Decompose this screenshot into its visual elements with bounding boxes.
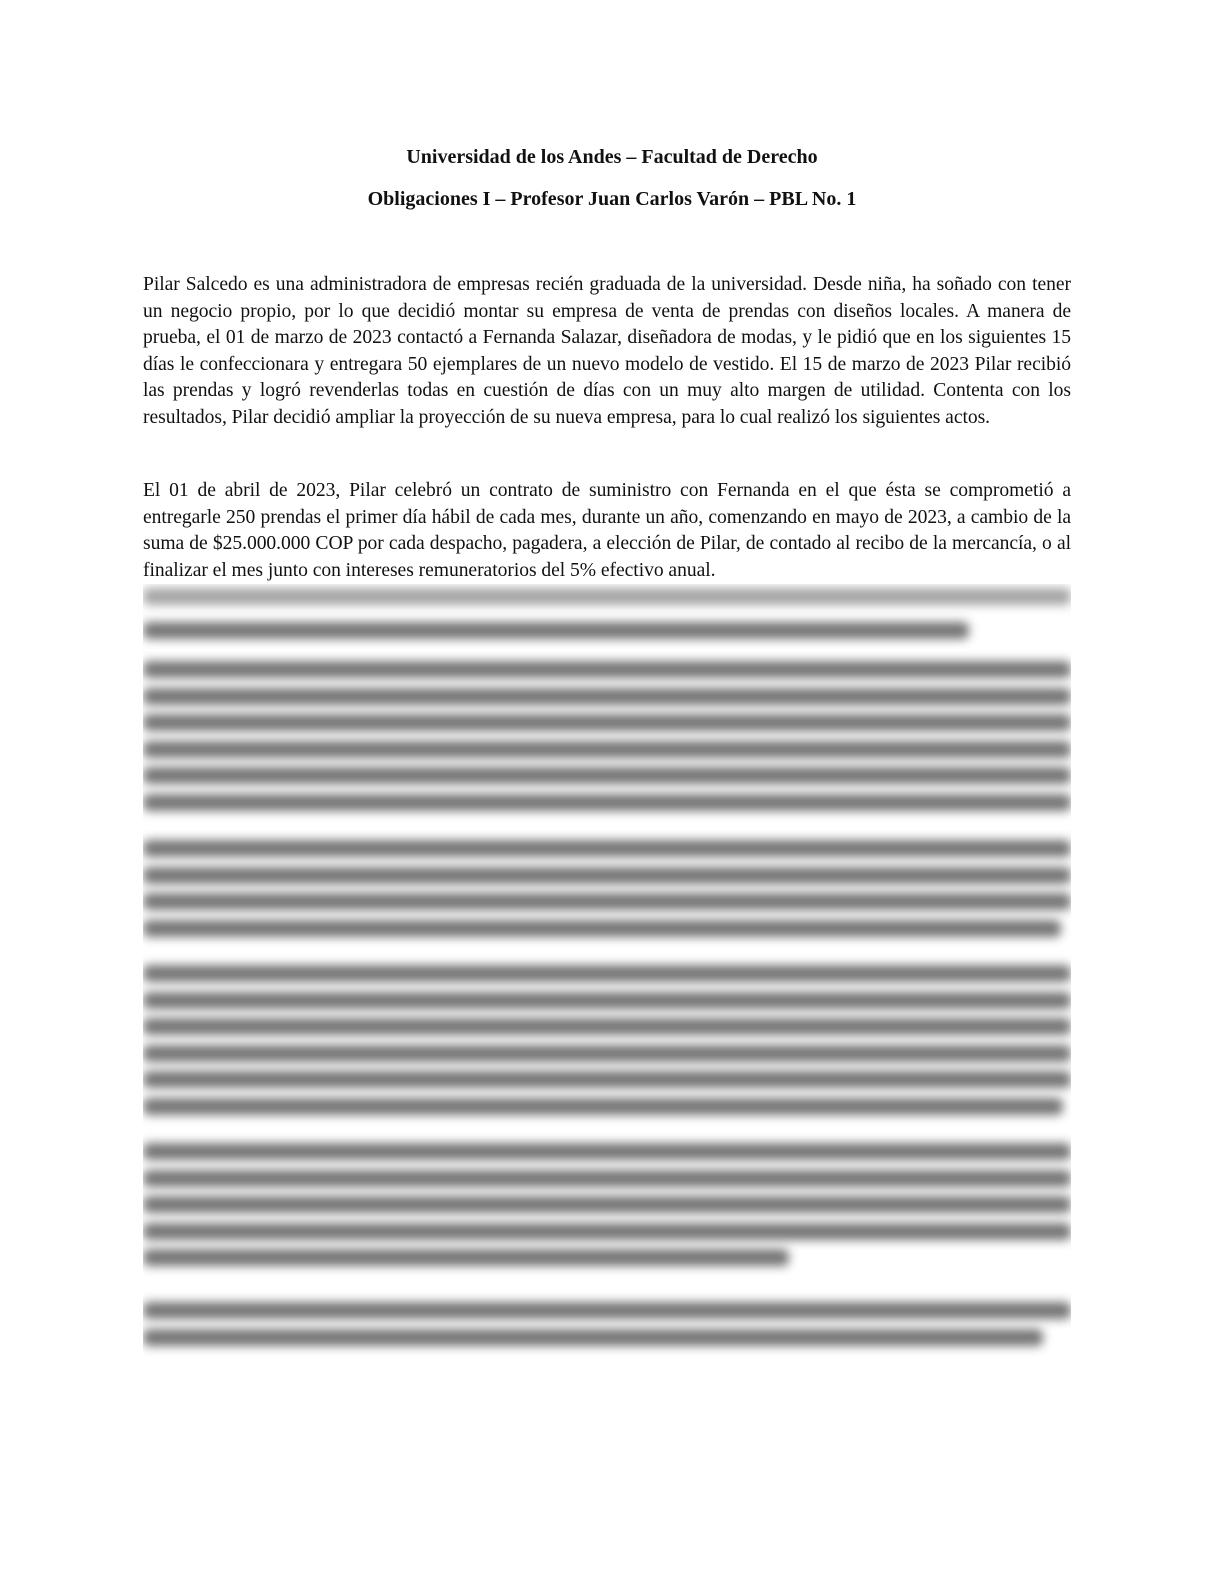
blurred-line: [143, 1249, 789, 1266]
blurred-line: [143, 965, 1071, 982]
blurred-line: [143, 1098, 1063, 1115]
blurred-line: [143, 661, 1071, 678]
blurred-line: [143, 1223, 1071, 1240]
blurred-line: [143, 1329, 1043, 1346]
blurred-line: [143, 588, 1071, 605]
blurred-line: [143, 840, 1071, 857]
blurred-line: [143, 688, 1071, 705]
blurred-line: [143, 794, 1071, 811]
blurred-text-region: [143, 584, 1071, 1374]
blurred-line: [143, 867, 1071, 884]
blurred-line: [143, 1071, 1071, 1088]
blurred-line: [143, 741, 1071, 758]
blurred-line: [143, 1045, 1071, 1062]
blurred-line: [143, 714, 1071, 731]
blurred-line: [143, 893, 1071, 910]
document-header-university: Universidad de los Andes – Facultad de Derecho: [406, 146, 818, 168]
blurred-line: [143, 1196, 1071, 1213]
blurred-line: [143, 1170, 1071, 1187]
blurred-line: [143, 992, 1071, 1009]
blurred-line: [143, 1143, 1071, 1160]
blurred-line: [143, 1302, 1071, 1319]
blurred-line: [143, 1018, 1071, 1035]
blurred-line: [143, 767, 1071, 784]
paragraph-2: El 01 de abril de 2023, Pilar celebró un contrato de suministro con Fernanda en el que ésta se comprometió a entregarle 250 prendas el primer día hábil de cada mes, durante un año, comenzando en mayo de 2023, a cambio de la suma de $25.000.000 COP por cada despacho, pagadera, a elección de Pilar, de contado al recibo de la mercancía, o al finalizar el mes junto con intereses remuneratorios del 5% efectivo anual.: [143, 480, 1071, 581]
blurred-line: [143, 920, 1061, 937]
blurred-line: [143, 622, 969, 639]
document-header-course: Obligaciones I – Profesor Juan Carlos Varón – PBL No. 1: [367, 188, 857, 210]
paragraph-1: Pilar Salcedo es una administradora de empresas recién graduada de la universidad. Desde niña, ha soñado con tener un negocio propio, por lo que decidió montar su empresa de venta de prendas con diseños locales. A manera de prueba, el 01 de marzo de 2023 contactó a Fernanda Salazar, diseñadora de modas, y le pidió que en los siguientes 15 días le confeccionara y entregara 50 ejemplares de un nuevo modelo de vestido. El 15 de marzo de 2023 Pilar recibió las prendas y logró revenderlas todas en cuestión de días con un muy alto margen de utilidad. Contenta con los resultados, Pilar decidió ampliar la proyección de su nueva empresa, para lo cual realizó los siguientes actos.: [143, 274, 1071, 428]
